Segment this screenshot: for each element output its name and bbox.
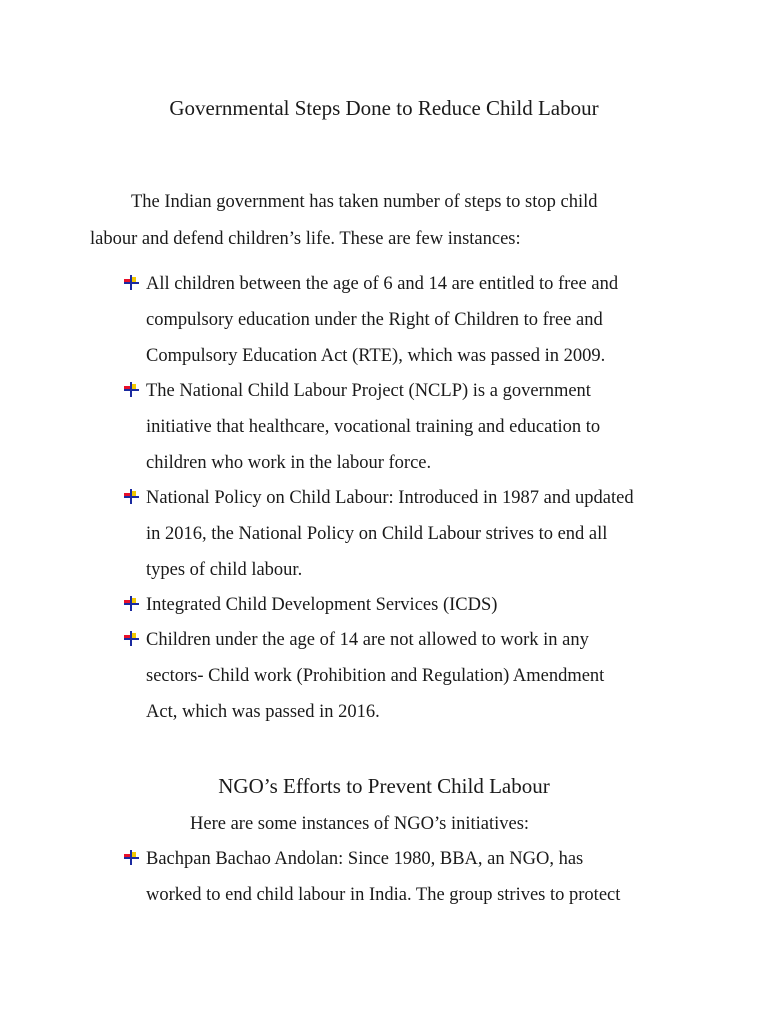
list-item-line: National Policy on Child Labour: Introduced in 1987 and updated bbox=[146, 488, 634, 508]
ngo-intro: Here are some instances of NGO’s initiatives: bbox=[190, 814, 530, 834]
intro-line-1: The Indian government has taken number of steps to stop child bbox=[131, 192, 598, 212]
list-item-line: Children under the age of 14 are not allowed to work in any bbox=[146, 630, 589, 650]
arrow-plus-bullet-icon bbox=[123, 274, 140, 291]
list-item-line: compulsory education under the Right of Children to free and bbox=[146, 310, 603, 330]
list-item-line: sectors- Child work (Prohibition and Regulation) Amendment bbox=[146, 666, 605, 686]
list-item-line: All children between the age of 6 and 14 are entitled to free and bbox=[146, 274, 619, 294]
arrow-plus-bullet-icon bbox=[123, 381, 140, 398]
section-heading-ngo: NGO’s Efforts to Prevent Child Labour bbox=[218, 774, 550, 798]
list-item-line: Compulsory Education Act (RTE), which was passed in 2009. bbox=[146, 346, 606, 366]
list-item-line: Act, which was passed in 2016. bbox=[146, 702, 380, 722]
list-item-line: The National Child Labour Project (NCLP) is a government bbox=[146, 381, 591, 401]
list-item-line: Bachpan Bachao Andolan: Since 1980, BBA, an NGO, has bbox=[146, 849, 584, 869]
list-item-line: worked to end child labour in India. The group strives to protect bbox=[146, 885, 621, 905]
list-item-line: types of child labour. bbox=[146, 560, 303, 580]
arrow-plus-bullet-icon bbox=[123, 849, 140, 866]
list-item-line: children who work in the labour force. bbox=[146, 453, 432, 473]
intro-line-2: labour and defend children’s life. These are few instances: bbox=[90, 229, 521, 249]
list-item-line: initiative that healthcare, vocational training and education to bbox=[146, 417, 601, 437]
arrow-plus-bullet-icon bbox=[123, 630, 140, 647]
list-item-line: in 2016, the National Policy on Child Labour strives to end all bbox=[146, 524, 608, 544]
arrow-plus-bullet-icon bbox=[123, 488, 140, 505]
section-heading-government: Governmental Steps Done to Reduce Child Labour bbox=[169, 96, 599, 120]
list-item-line: Integrated Child Development Services (ICDS) bbox=[146, 595, 498, 615]
arrow-plus-bullet-icon bbox=[123, 595, 140, 612]
